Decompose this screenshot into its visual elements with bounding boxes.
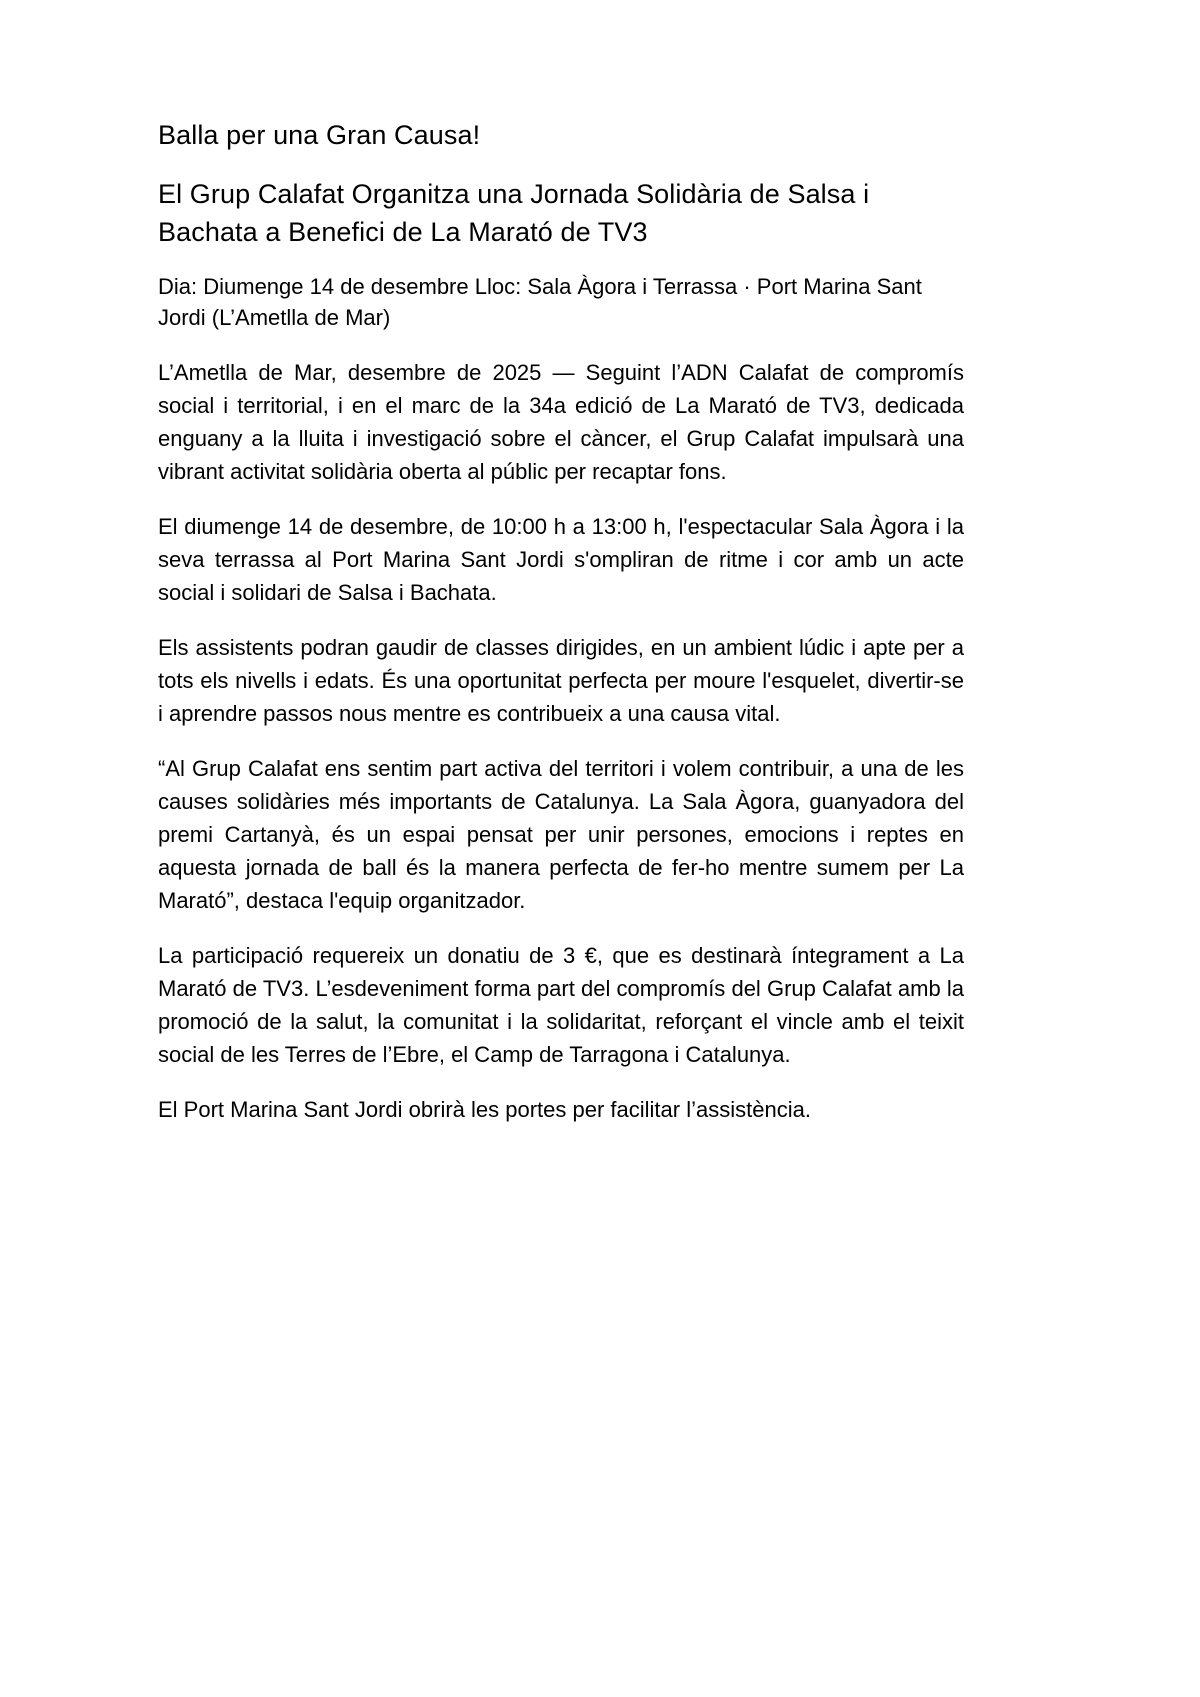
document-subtitle: El Grup Calafat Organitza una Jornada Solidària de Salsa i Bachata a Benefici de La Marató de TV3 bbox=[158, 178, 870, 247]
event-details-line: Dia: Diumenge 14 de desembre Lloc: Sala Àgora i Terrassa · Port Marina Sant Jordi (L’Ametlla de Mar) bbox=[158, 274, 922, 331]
document-body bbox=[158, 118, 964, 1126]
paragraph-activities: Els assistents podran gaudir de classes dirigides, en un ambient lúdic i apte per a tots els nivells i edats. És una oportunitat perfecta per moure l'esquelet, divertir-se i aprendre passos nous mentre es contribueix a una causa vital. bbox=[158, 634, 964, 726]
paragraph-schedule: El diumenge 14 de desembre, de 10:00 h a 13:00 h, l'espectacular Sala Àgora i la seva terrassa al Port Marina Sant Jordi s'ompliran de ritme i cor amb un acte social i solidari de Salsa i Bachata. bbox=[158, 513, 964, 605]
paragraph-donation: La participació requereix un donatiu de 3 €, que es destinarà íntegrament a La Marató de TV3. L’esdeveniment forma part del compromís del Grup Calafat amb la promoció de la salut, la comunitat i la solidaritat, reforçant el vincle amb el teixit social de les Terres de l’Ebre, el Camp de Tarragona i Catalunya. bbox=[158, 942, 964, 1067]
paragraph-intro: L’Ametlla de Mar, desembre de 2025 — Seguint l’ADN Calafat de compromís social i territorial, i en el marc de la 34a edició de La Marató de TV3, dedicada enguany a la lluita i investigació sobre el càncer, el Grup Calafat impulsarà una vibrant activitat solidària oberta al públic per recaptar fons. bbox=[158, 359, 964, 484]
page-title: Balla per una Gran Causa! bbox=[158, 120, 481, 150]
paragraph-closing: El Port Marina Sant Jordi obrirà les portes per facilitar l’assistència. bbox=[158, 1096, 811, 1122]
paragraph-quote: “Al Grup Calafat ens sentim part activa del territori i volem contribuir, a una de les causes solidàries més importants de Catalunya. La Sala Àgora, guanyadora del premi Cartanyà, és un espai pensat per unir persones, emocions i reptes en aquesta jornada de ball és la manera perfecta de fer-ho mentre sumem per La Marató”, destaca l'equip organitzador. bbox=[158, 755, 964, 913]
